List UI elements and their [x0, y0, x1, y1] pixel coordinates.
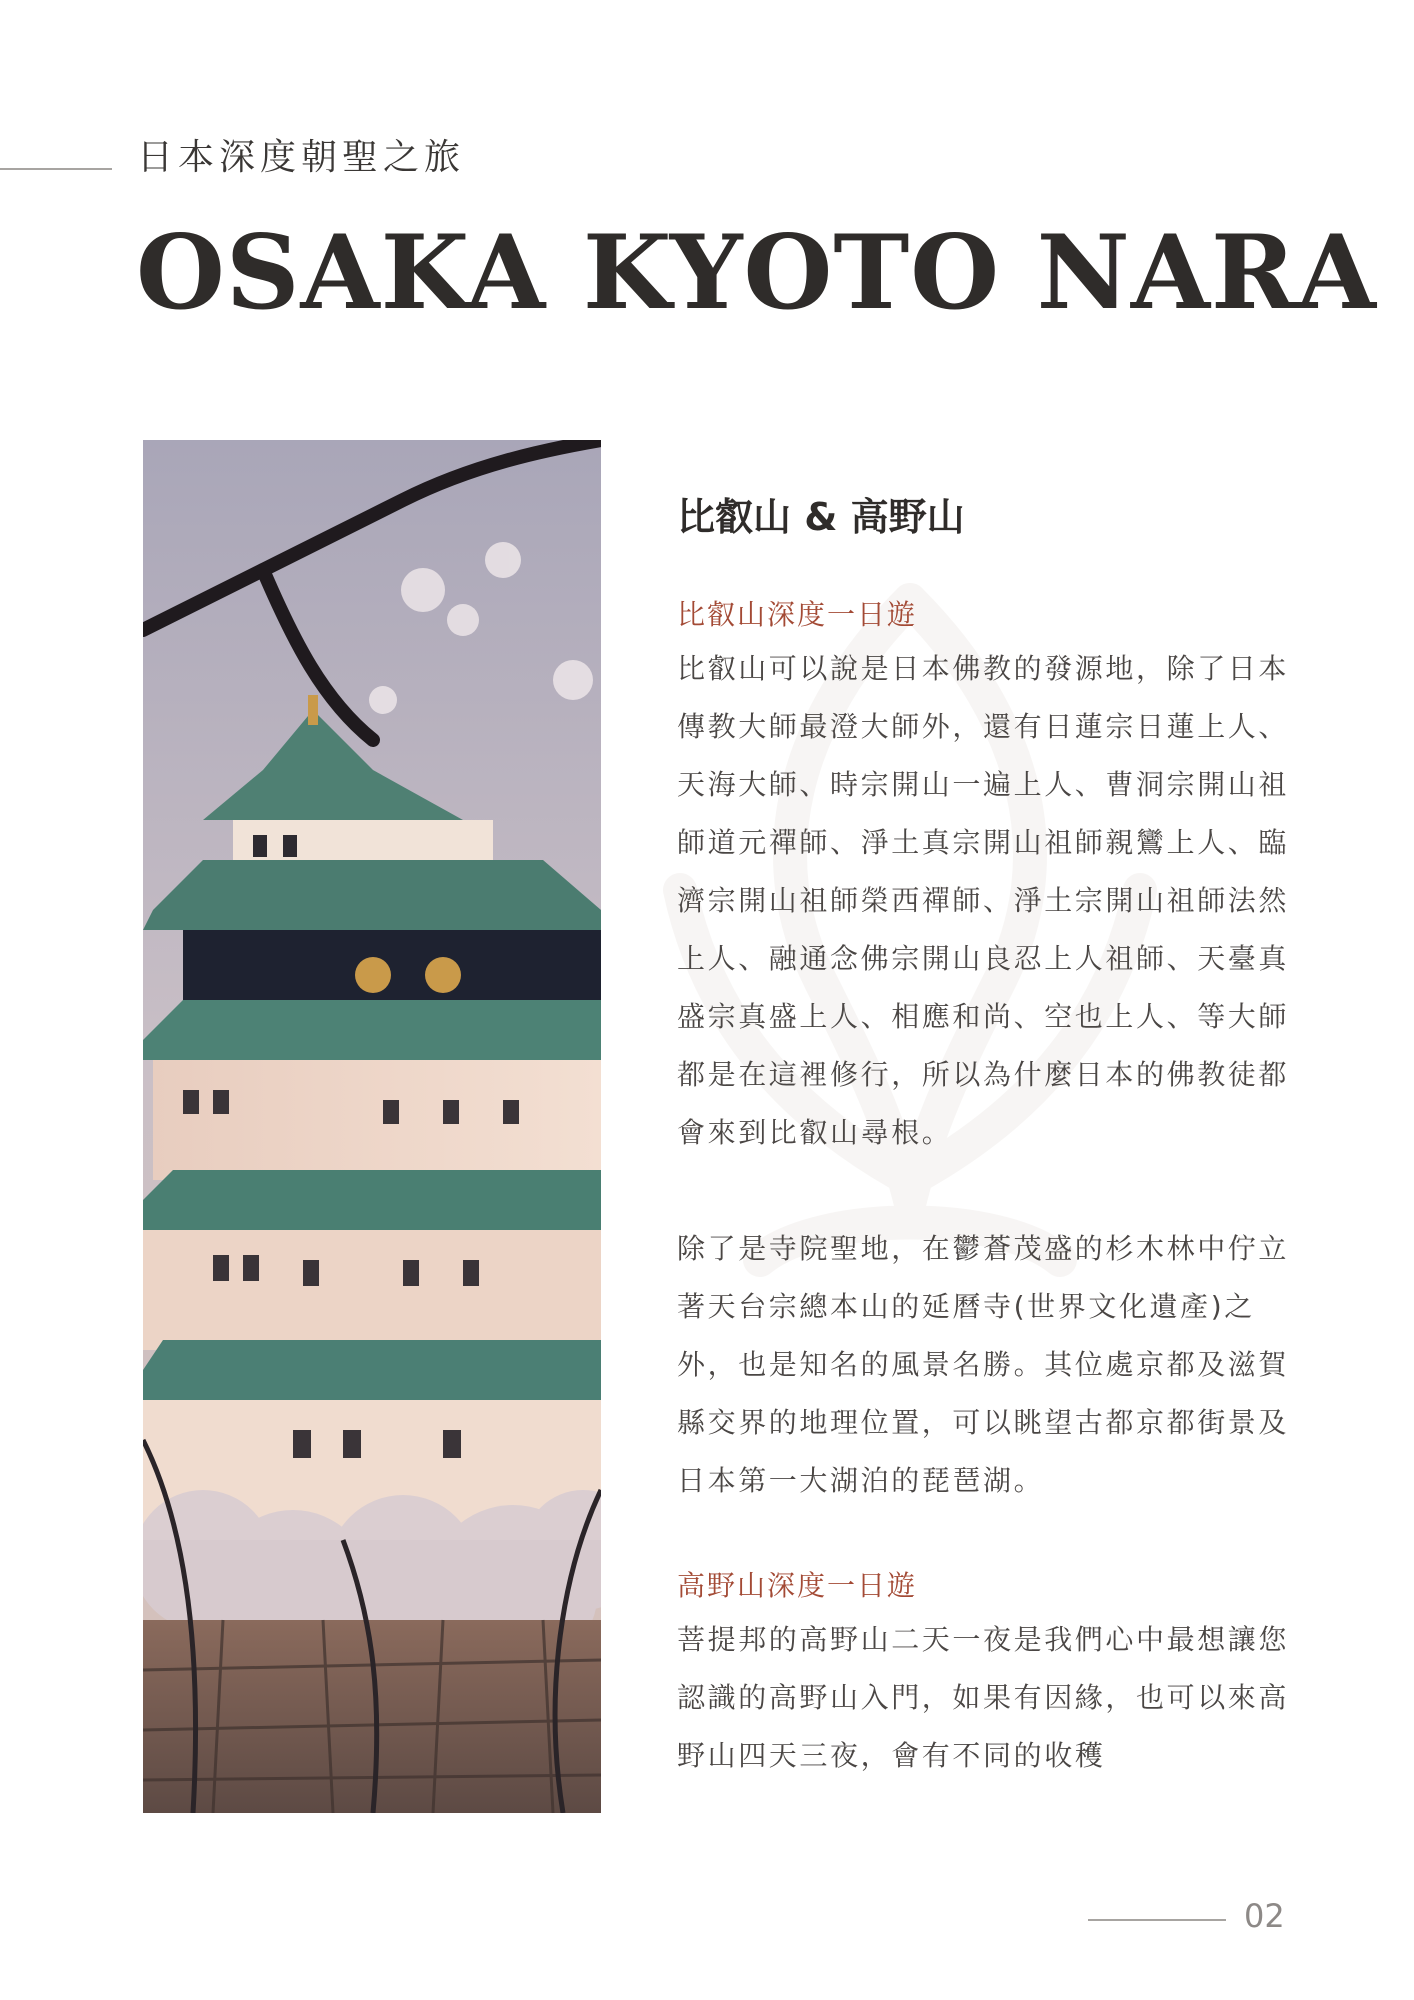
osaka-castle-photo [143, 440, 601, 1813]
section-title: 比叡山 & 高野山 [677, 495, 965, 539]
content-column [677, 495, 1307, 1785]
header-rule [0, 168, 112, 170]
footer-rule [1088, 1919, 1226, 1921]
hiei-paragraph-1: 比叡山可以說是日本佛教的發源地，除了日本傳教大師最澄大師外，還有日蓮宗日蓮上人、天海大師、時宗開山一遍上人、曹洞宗開山祖師道元禪師、淨土真宗開山祖師親鸞上人、臨濟宗開山祖師榮西禪師、淨土宗開山祖師法然上人、融通念佛宗開山良忍上人祖師、天臺真盛宗真盛上人、相應和尚、空也上人、等大師都是在這裡修行，所以為什麼日本的佛教徒都會來到比叡山尋根。 [677, 651, 1290, 1149]
koya-heading: 高野山深度一日遊 [677, 1568, 918, 1602]
hiei-paragraph-2: 除了是寺院聖地，在鬱蒼茂盛的杉木林中佇立著天台宗總本山的延曆寺(世界文化遺產)之外，也是知名的風景名勝。其位處京都及滋賀縣交界的地理位置，可以眺望古都京都街景及日本第一大湖泊的琵琶湖。 [677, 1231, 1290, 1497]
page-number: 02 [1244, 1897, 1285, 1935]
castle-illustration [143, 440, 601, 1813]
hiei-heading: 比叡山深度一日遊 [677, 597, 918, 631]
page-title: OSAKA KYOTO NARA [136, 213, 1377, 333]
koya-paragraph: 菩提邦的高野山二天一夜是我們心中最想讓您認識的高野山入門，如果有因緣，也可以來高野山四天三夜，會有不同的收穫 [677, 1622, 1290, 1772]
page-subtitle: 日本深度朝聖之旅 [137, 137, 466, 178]
